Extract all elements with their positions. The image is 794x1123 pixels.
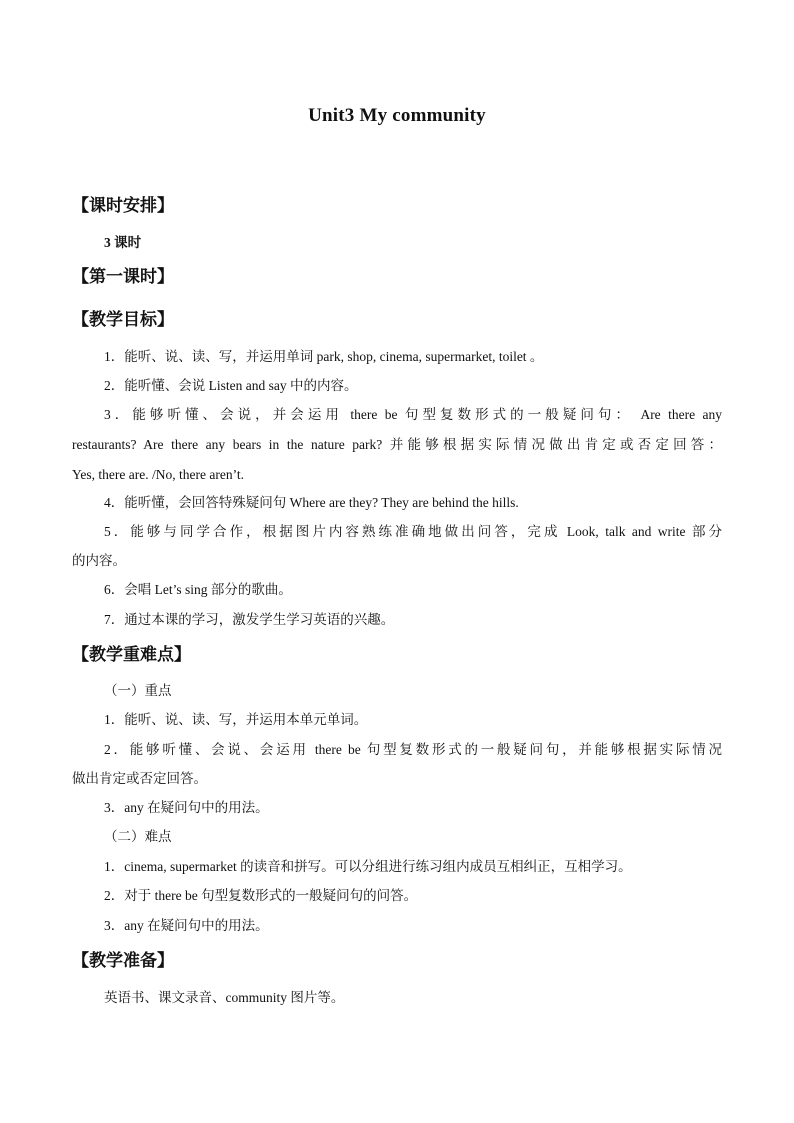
goal-line: 5．能够与同学合作，根据图片内容熟练准确地做出问答，完成 Look, talk and write 部分 bbox=[104, 524, 722, 539]
heading-goals: 【教学目标】 bbox=[72, 310, 174, 329]
keypoint-line: 1．cinema, supermarket 的读音和拼写。可以分组进行练习组内成员互相纠正，互相学习。 bbox=[104, 859, 632, 874]
heading-keypoints: 【教学重难点】 bbox=[72, 645, 191, 664]
keypoint-line: 1．能听、说、读、写，并运用本单元单词。 bbox=[104, 712, 368, 727]
keypoint-line: 3．any 在疑问句中的用法。 bbox=[104, 800, 269, 815]
goal-line: 7．通过本课的学习，激发学生学习英语的兴趣。 bbox=[104, 612, 395, 627]
keypoint-line: 2．对于 there be 句型复数形式的一般疑问句的问答。 bbox=[104, 888, 418, 903]
heading-preparation: 【教学准备】 bbox=[72, 951, 174, 970]
goal-line: 4．能听懂，会回答特殊疑问句 Where are they? They are behind the hills. bbox=[104, 495, 519, 510]
goal-line: 3．能够听懂、会说，并会运用 there be 句型复数形式的一般疑问句： Are there any bbox=[104, 407, 722, 422]
goal-line: 1．能听、说、读、写，并运用单词 park, shop, cinema, supermarket, toilet 。 bbox=[104, 349, 544, 364]
keypoint-line: 做出肯定或否定回答。 bbox=[72, 771, 207, 786]
page-title: Unit3 My community bbox=[308, 105, 486, 126]
heading-schedule: 【课时安排】 bbox=[72, 196, 174, 215]
keypoint-subheading: （二）难点 bbox=[104, 829, 172, 844]
keypoint-subheading: （一）重点 bbox=[104, 683, 172, 698]
schedule-text: 3 课时 bbox=[104, 235, 142, 250]
goal-line: restaurants? Are there any bears in the nature park? 并能够根据实际情况做出肯定或否定回答： bbox=[72, 437, 722, 452]
keypoint-line: 2．能够听懂、会说、会运用 there be 句型复数形式的一般疑问句，并能够根据实际情况 bbox=[104, 742, 722, 757]
goal-line: 的内容。 bbox=[72, 553, 126, 568]
goal-line: Yes, there are. /No, there aren’t. bbox=[72, 467, 244, 482]
goal-line: 6．会唱 Let’s sing 部分的歌曲。 bbox=[104, 582, 292, 597]
goal-line: 2．能听懂、会说 Listen and say 中的内容。 bbox=[104, 378, 358, 393]
keypoint-line: 3．any 在疑问句中的用法。 bbox=[104, 918, 269, 933]
heading-lesson1: 【第一课时】 bbox=[72, 267, 174, 286]
preparation-text: 英语书、课文录音、community 图片等。 bbox=[104, 990, 345, 1005]
